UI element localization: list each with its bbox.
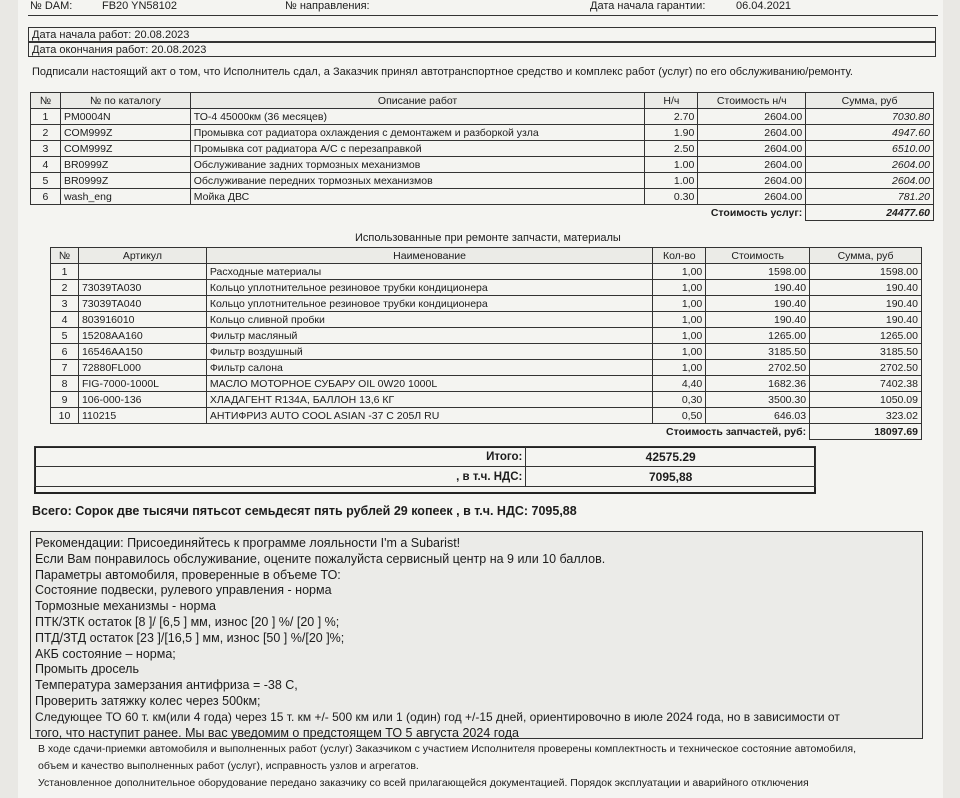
- start-date: Дата начала работ: 20.08.2023: [28, 27, 936, 42]
- parts-row: [51, 376, 922, 392]
- unit-price: 3185.50: [706, 344, 810, 360]
- article: 106-000-136: [78, 392, 206, 408]
- part-name: АНТИФРИЗ AUTO COOL ASIAN -37 С 205Л RU: [206, 408, 652, 424]
- quantity: 0,30: [653, 392, 706, 408]
- norm-hours: 1.00: [645, 157, 698, 173]
- quantity: 1,00: [653, 360, 706, 376]
- unit-price: 2702.50: [706, 360, 810, 376]
- work-description: ТО-4 45000км (36 месяцев): [190, 109, 645, 125]
- row-num: 8: [51, 376, 79, 392]
- works-row: [31, 157, 934, 173]
- row-sum: 6510.00: [806, 141, 934, 157]
- row-num: 10: [51, 408, 79, 424]
- article: 73039TA040: [78, 296, 206, 312]
- works-col-catalog: № по каталогу: [60, 93, 190, 109]
- article: [78, 264, 206, 280]
- row-num: 3: [51, 296, 79, 312]
- catalog-number: COM999Z: [60, 141, 190, 157]
- work-description: Обслуживание передних тормозных механизмов: [190, 173, 645, 189]
- works-total-row: [31, 205, 934, 221]
- norm-hours: 1.00: [645, 173, 698, 189]
- catalog-number: BR0999Z: [60, 157, 190, 173]
- parts-col-article: Артикул: [78, 248, 206, 264]
- work-description: Мойка ДВС: [190, 189, 645, 205]
- parts-row: [51, 312, 922, 328]
- recommendation-line: Рекомендации: Присоединяйтесь к программе лояльности I'm a Subarist!: [35, 536, 461, 550]
- totals-table: [34, 446, 816, 487]
- unit-price: 190.40: [706, 296, 810, 312]
- hour-rate: 2604.00: [698, 141, 806, 157]
- row-num: 5: [51, 328, 79, 344]
- row-num: 2: [31, 125, 61, 141]
- unit-price: 190.40: [706, 280, 810, 296]
- quantity: 1,00: [653, 280, 706, 296]
- article: 16546AA150: [78, 344, 206, 360]
- norm-hours: 2.70: [645, 109, 698, 125]
- parts-row: [51, 264, 922, 280]
- row-num: 9: [51, 392, 79, 408]
- works-col-hours: Н/ч: [645, 93, 698, 109]
- works-col-num: №: [31, 93, 61, 109]
- row-num: 4: [51, 312, 79, 328]
- works-header-row: [31, 93, 934, 109]
- recommendation-line: ПТК/ЗТК остаток [8 ]/ [6,5 ] мм, износ [20 ] %/ [20 ] %;: [35, 614, 340, 629]
- footer-line: Установленное дополнительное оборудование передано заказчику со всей прилагающейся документацией. Порядок эксплуатации и аварийного отключения: [38, 777, 809, 789]
- works-total-value: 24477.60: [806, 205, 934, 221]
- part-name: ХЛАДАГЕНТ R134A, БАЛЛОН 13,6 КГ: [206, 392, 652, 408]
- recommendation-line: Следующее ТО 60 т. км(или 4 года) через 15 т. км +/- 500 км или 1 (один) год +/-15 дней, ориентировочно в июле 2024 года, но в зависимости от: [35, 709, 840, 724]
- row-sum: 2702.50: [810, 360, 922, 376]
- itogo-label: Итого:: [35, 447, 526, 467]
- parts-col-sum: Сумма, руб: [810, 248, 922, 264]
- parts-row: [51, 296, 922, 312]
- parts-row: [51, 408, 922, 424]
- norm-hours: 1.90: [645, 125, 698, 141]
- recommendation-line: Тормозные механизмы - норма: [35, 599, 216, 614]
- row-sum: 4947.60: [806, 125, 934, 141]
- part-name: Фильтр салона: [206, 360, 652, 376]
- totals-box: [34, 446, 816, 494]
- parts-col-num: №: [51, 248, 79, 264]
- parts-title: Использованные при ремонте запчасти, материалы: [355, 232, 621, 244]
- row-sum: 190.40: [810, 312, 922, 328]
- recommendation-line: ПТД/ЗТД остаток [23 ]/[16,5 ] мм, износ [50 ] %/[20 ]%;: [35, 630, 345, 645]
- article: 72880FL000: [78, 360, 206, 376]
- catalog-number: PM0004N: [60, 109, 190, 125]
- row-sum: 1050.09: [810, 392, 922, 408]
- unit-price: 646.03: [706, 408, 810, 424]
- article: 73039TA030: [78, 280, 206, 296]
- row-num: 1: [31, 109, 61, 125]
- parts-table: [50, 247, 922, 440]
- works-col-sum: Сумма, руб: [806, 93, 934, 109]
- recommendation-line: Состояние подвески, рулевого управления - норма: [35, 583, 332, 598]
- parts-col-qty: Кол-во: [653, 248, 706, 264]
- parts-col-price: Стоимость: [706, 248, 810, 264]
- catalog-number: COM999Z: [60, 125, 190, 141]
- quantity: 1,00: [653, 296, 706, 312]
- vat-label: , в т.ч. НДС:: [35, 467, 526, 487]
- row-sum: 781.20: [806, 189, 934, 205]
- quantity: 1,00: [653, 312, 706, 328]
- works-row: [31, 109, 934, 125]
- works-col-rate: Стоимость н/ч: [698, 93, 806, 109]
- recommendation-line: того, что наступит ранее. Мы вас уведомим о предстоящем ТО 5 августа 2024 года: [35, 725, 519, 740]
- row-num: 7: [51, 360, 79, 376]
- works-row: [31, 173, 934, 189]
- parts-total-label: Стоимость запчастей, руб:: [666, 425, 807, 438]
- row-num: 1: [51, 264, 79, 280]
- unit-price: 3500.30: [706, 392, 810, 408]
- quantity: 1,00: [653, 328, 706, 344]
- works-row: [31, 141, 934, 157]
- works-row: [31, 189, 934, 205]
- hour-rate: 2604.00: [698, 125, 806, 141]
- parts-total-value: 18097.69: [810, 424, 922, 440]
- recommendation-line: Промыть дросель: [35, 662, 139, 677]
- hour-rate: 2604.00: [698, 173, 806, 189]
- part-name: Расходные материалы: [206, 264, 652, 280]
- recommendation-line: Температура замерзания антифриза = -38 С,: [35, 678, 298, 693]
- parts-col-name: Наименование: [206, 248, 652, 264]
- row-num: 4: [31, 157, 61, 173]
- total-in-words: Всего: Сорок две тысячи пятьсот семьдесят пять рублей 29 копеек , в т.ч. НДС: 7095,88: [32, 504, 577, 518]
- part-name: Фильтр воздушный: [206, 344, 652, 360]
- header-row: [30, 0, 940, 16]
- recommendation-line: Проверить затяжку колес через 500км;: [35, 693, 261, 708]
- warranty-value: 06.04.2021: [736, 0, 792, 12]
- article: 15208AA160: [78, 328, 206, 344]
- parts-row: [51, 328, 922, 344]
- parts-row: [51, 344, 922, 360]
- parts-row: [51, 392, 922, 408]
- work-description: Обслуживание задних тормозных механизмов: [190, 157, 645, 173]
- works-total-label: Стоимость услуг:: [710, 206, 803, 219]
- row-sum: 1598.00: [810, 264, 922, 280]
- unit-price: 190.40: [706, 312, 810, 328]
- hour-rate: 2604.00: [698, 189, 806, 205]
- vin-label: № DAM:: [30, 0, 73, 12]
- norm-hours: 0.30: [645, 189, 698, 205]
- footer-line: В ходе сдачи-приемки автомобиля и выполненных работ (услуг) Заказчиком с участием Исполнителя проверены комплектность и техническое состояние автомобиля,: [38, 743, 856, 755]
- row-sum: 323.02: [810, 408, 922, 424]
- catalog-number: wash_eng: [60, 189, 190, 205]
- row-num: 2: [51, 280, 79, 296]
- direction-label: № направления:: [285, 0, 370, 12]
- end-date: Дата окончания работ: 20.08.2023: [28, 42, 936, 57]
- part-name: Кольцо уплотнительное резиновое трубки кондиционера: [206, 280, 652, 296]
- parts-row: [51, 280, 922, 296]
- parts-total-row: [51, 424, 922, 440]
- warranty-label: Дата начала гарантии:: [590, 0, 706, 12]
- hour-rate: 2604.00: [698, 157, 806, 173]
- row-num: 6: [31, 189, 61, 205]
- catalog-number: BR0999Z: [60, 173, 190, 189]
- row-sum: 1265.00: [810, 328, 922, 344]
- parts-row: [51, 360, 922, 376]
- footer-line: объем и качество выполненных работ (услуг), исправность узлов и агрегатов.: [38, 760, 419, 772]
- quantity: 1,00: [653, 344, 706, 360]
- row-sum: 2604.00: [806, 157, 934, 173]
- row-sum: 2604.00: [806, 173, 934, 189]
- article: FIG-7000-1000L: [78, 376, 206, 392]
- unit-price: 1682.36: [706, 376, 810, 392]
- works-col-description: Описание работ: [190, 93, 645, 109]
- header-divider: [28, 15, 938, 16]
- unit-price: 1598.00: [706, 264, 810, 280]
- row-num: 3: [31, 141, 61, 157]
- work-description: Промывка сот радиатора А/С с перезаправкой: [190, 141, 645, 157]
- article: 803916010: [78, 312, 206, 328]
- row-sum: 190.40: [810, 280, 922, 296]
- act-text: Подписали настоящий акт о том, что Исполнитель сдал, а Заказчик принял автотранспортное средство и комплекс работ (услуг) по его обслуживанию/ремонту.: [32, 66, 853, 78]
- article: 110215: [78, 408, 206, 424]
- row-num: 6: [51, 344, 79, 360]
- quantity: 1,00: [653, 264, 706, 280]
- recommendation-line: Параметры автомобиля, проверенные в объеме ТО:: [35, 567, 341, 582]
- works-row: [31, 125, 934, 141]
- parts-header-row: [51, 248, 922, 264]
- vin-value: FB20 YN58102: [102, 0, 178, 12]
- row-sum: 7402.38: [810, 376, 922, 392]
- part-name: Фильтр масляный: [206, 328, 652, 344]
- quantity: 4,40: [653, 376, 706, 392]
- quantity: 0,50: [653, 408, 706, 424]
- norm-hours: 2.50: [645, 141, 698, 157]
- part-name: МАСЛО МОТОРНОЕ СУБАРУ OIL 0W20 1000L: [206, 376, 652, 392]
- recommendation-line: АКБ состояние – норма;: [35, 646, 176, 661]
- itogo-value: 42575.29: [526, 447, 816, 467]
- work-description: Промывка сот радиатора охлаждения с демонтажем и разборкой узла: [190, 125, 645, 141]
- row-num: 5: [31, 173, 61, 189]
- hour-rate: 2604.00: [698, 109, 806, 125]
- vat-value: 7095,88: [526, 467, 816, 487]
- recommendation-line: Если Вам понравилось обслуживание, оцените пожалуйста сервисный центр на 9 или 10 баллов.: [35, 551, 606, 566]
- part-name: Кольцо уплотнительное резиновое трубки кондиционера: [206, 296, 652, 312]
- row-sum: 190.40: [810, 296, 922, 312]
- row-sum: 3185.50: [810, 344, 922, 360]
- part-name: Кольцо сливной пробки: [206, 312, 652, 328]
- row-sum: 7030.80: [806, 109, 934, 125]
- unit-price: 1265.00: [706, 328, 810, 344]
- recommendations-box: [30, 531, 923, 739]
- works-table: [30, 92, 934, 221]
